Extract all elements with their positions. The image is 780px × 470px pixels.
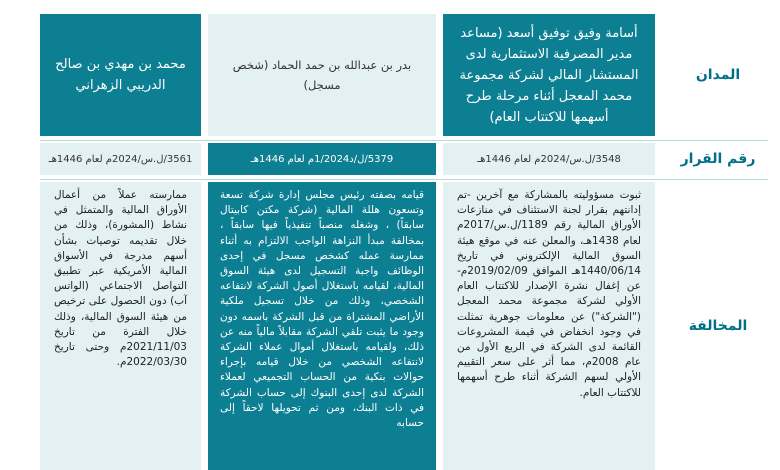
decision-text: 3548/ل.س/2024م لعام 1446هـ (477, 153, 621, 165)
row-divider (40, 179, 768, 180)
violation-text: قيامه بصفته رئيس مجلس إدارة شركة تسعة وتسعون هللة المالية (شركة مكتن كابيتال سابقاً) ، وشغله منصباً تنفيذياً فيها سابقاً ، بمخالفة مبدأ النزاهة الواجب الالتزام به أثناء ممارسة عمله كشخص مسجل في إحدى الوظائف واجبة التسجيل لدى هيئة السوق المالية، لقيامه باستغلال أصول الشركة لانتفاعه الشخصي، وذلك من خلال تسجيل ملكية الأراضي المشتراة من قبل الشركة باسمه دون وجود ما يثبت تلقي الشركة مقابلاً مالياً منه عن ذلك، ولقيامه باستغلال أموال عملاء الشركة لانتفاعه الشخصي من خلال قيامه بإجراء حوالات بنكية من الحساب التجميعي لعملاء الشركة لدى إحدى البنوك إلى حساب الشركة في ذات البنك، ومن ثم تحويلها لاحقاً إلى حسابه (220, 189, 424, 430)
decision-cell-col3 (40, 143, 201, 175)
violation-cell-col2 (208, 182, 436, 470)
name-text: أسامة وفيق توفيق أسعد (مساعد مدير المصرفية الاستثمارية لدى المستشار المالي لشركة مجموعة محمد المعجل أثناء مرحلة طرح أسهمها للاكتتاب العام) (459, 25, 639, 125)
name-cell-col2 (208, 14, 436, 136)
name-cell-col1 (443, 14, 655, 136)
decision-text: 5379/ل/د1/2024م لعام 1446هـ (250, 153, 394, 165)
violation-text: ثبوت مسؤوليته بالمشاركة مع آخرين -تم إدانتهم بقرار لجنة الاستئناف في منازعات الأوراق المالية رقم 1189/ل.س/2017م لعام 1438هـ، والمعلن عنه في موقع هيئة السوق المالية الإلكتروني في تاريخ 1440/06/14هـ الموافق 2019/02/09م- عن إغفال نشرة الإصدار للاكتتاب العام الأولي لشركة مجموعة محمد المعجل ("الشركة") عن معلومات جوهرية تمثلت في وجود انخفاض في قيمة المشروعات القائمة لدى الشركة في الربع الأول من عام 2008م، مما أثر على سعر التقييم الأولي لسهم الشركة أثناء طرح أسهمها للاكتتاب العام. (457, 189, 641, 399)
name-cell-col3 (40, 14, 201, 136)
name-text: محمد بن مهدي بن صالح الدريبي الزهراني (55, 57, 186, 93)
row-divider (40, 140, 768, 141)
decision-text: 3561/ل.س/2024م لعام 1446هـ (48, 153, 193, 165)
violation-cell-col1 (443, 182, 655, 470)
decision-cell-col2 (208, 143, 436, 175)
violation-cell-col3 (40, 182, 201, 470)
name-text: بدر بن عبدالله بن حمد الحماد (شخص مسجل) (232, 58, 412, 92)
decision-cell-col1 (443, 143, 655, 175)
label-decision-number: رقم القرار (680, 151, 756, 167)
violation-text: ممارسته عملاً من أعمال الأوراق المالية والمتمثل في نشاط (المشورة)، وذلك من خلال تقديمه توصيات بشأن أسهم مدرجة في الأسواق المالية الأمريكية عبر تطبيق التواصل الاجتماعي (الواتس آب) دون الحصول على ترخيص من هيئة السوق المالية، وذلك خلال الفترة من تاريخ 2021/11/03م وحتى تاريخ 2022/03/30م. (54, 189, 187, 369)
label-violation: المخالفة (688, 318, 748, 334)
label-accused: المدان (695, 67, 741, 83)
